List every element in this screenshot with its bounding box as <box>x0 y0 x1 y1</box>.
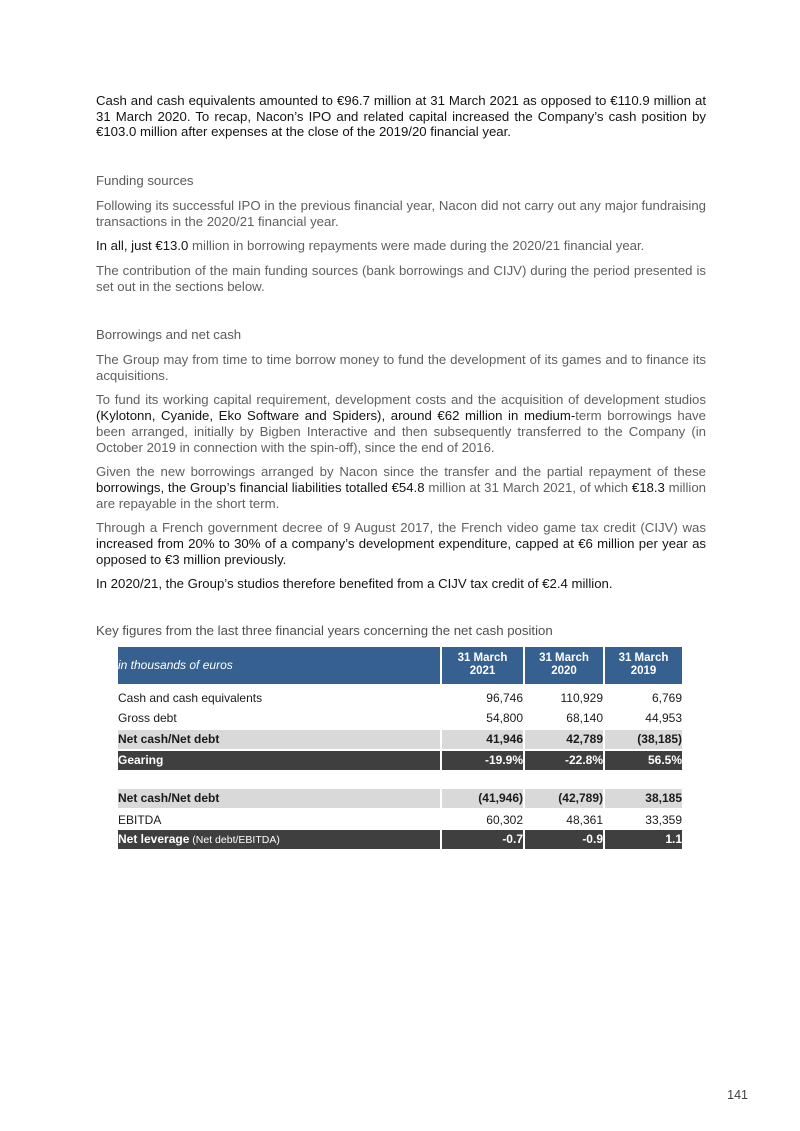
cell-value: -0.7 <box>441 830 524 849</box>
cell-value: 44,953 <box>604 708 682 729</box>
text-segment: Given the new borrowings arranged by Nacon since the transfer and the partial repayment of these <box>96 464 706 480</box>
paragraph-borrowing-repayments <box>96 238 706 254</box>
table-row-net-cash-net-debt <box>118 788 682 809</box>
cell-value: (42,789) <box>524 788 604 809</box>
text-segment: million at 31 March 2021, of which <box>424 479 632 495</box>
column-header-month: 31 March <box>539 651 589 664</box>
net-cash-table <box>118 647 682 770</box>
cell-value: -22.8% <box>524 750 604 770</box>
cell-value: 60,302 <box>441 809 524 830</box>
paragraph-funding-contribution: The contribution of the main funding sources (bank borrowings and CIJV) during the period presented is set out in the sections below. <box>96 262 706 294</box>
paragraph-working-capital <box>96 392 706 455</box>
paragraph-cash-equivalents: Cash and cash equivalents amounted to €96.7 million at 31 March 2021 as opposed to €110.9 million at 31 March 2020. To recap, Nacon’s IPO and related capital increased the Company’s cash position by €103.0 million after expenses at the close of the 2019/20 financial year. <box>96 93 706 140</box>
row-label: Cash and cash equivalents <box>118 686 441 708</box>
text-segment: Through a French government decree of 9 August 2017, the French video game tax credit (CIJV) was <box>96 520 706 536</box>
text-segment: million are repayable in the short term. <box>96 479 706 511</box>
row-label-note: (Net debt/EBITDA) <box>189 834 280 847</box>
cell-value: 38,185 <box>604 788 682 809</box>
column-header-year: 2021 <box>469 665 496 678</box>
document-content <box>96 93 706 849</box>
column-header-2021 <box>441 647 524 686</box>
cell-value: 48,361 <box>524 809 604 830</box>
row-label: Net cash/Net debt <box>118 729 441 750</box>
net-leverage-table <box>118 787 682 849</box>
column-header-month: 31 March <box>457 651 508 664</box>
text-segment: million in borrowing repayments were made during the 2020/21 financial year. <box>188 238 645 254</box>
text-segment: €18.3 <box>631 479 665 495</box>
table-row-gross-debt <box>118 708 682 729</box>
row-label-main: Net leverage <box>118 832 190 847</box>
paragraph-new-borrowings <box>96 464 706 511</box>
paragraph-cijv-decree <box>96 520 706 567</box>
column-header-year: 2020 <box>551 665 577 678</box>
table-row-net-leverage <box>118 830 682 849</box>
cell-value: (38,185) <box>604 729 682 750</box>
cell-value: 33,359 <box>604 809 682 830</box>
text-segment: increased from 20% to 30% of a company’s development expenditure, capped at €6 million per year as opposed to €3 million previously. <box>96 536 706 567</box>
text-segment: term borrowings have been arranged, initially by Bigben Interactive and then subsequently transferred to the Company (in October 2019 in connection with the spin-off), since the end of 2016. <box>96 408 706 455</box>
cell-value: 54,800 <box>441 708 524 729</box>
table-spacer <box>96 770 706 787</box>
table-unit-label: in thousands of euros <box>118 647 441 686</box>
section-heading-funding-sources: Funding sources <box>96 173 194 189</box>
row-label: EBITDA <box>118 809 441 830</box>
table-row-gearing <box>118 750 682 770</box>
paragraph-group-borrow: The Group may from time to time borrow money to fund the development of its games and to finance its acquisitions. <box>96 352 706 383</box>
column-header-month: 31 March <box>618 651 669 664</box>
cell-value: -19.9% <box>441 750 524 770</box>
row-label: Net cash/Net debt <box>118 788 441 809</box>
text-segment: To fund its working capital requirement, development costs and the acquisition of development studios <box>96 392 706 408</box>
column-header-year: 2019 <box>630 665 657 678</box>
cell-value: 1.1 <box>604 830 682 849</box>
cell-value: 110,929 <box>524 686 604 708</box>
table-row-cash-equivalents <box>118 686 682 708</box>
text-segment: (Kylotonn, Cyanide, Eko Software and Spiders), around €62 million in medium- <box>96 408 576 424</box>
cell-value: 56.5% <box>604 750 682 770</box>
row-label: Gross debt <box>118 708 441 729</box>
table-header-row <box>118 647 682 686</box>
table-caption-key-figures: Key figures from the last three financial years concerning the net cash position <box>96 623 553 639</box>
column-header-2020 <box>524 647 604 686</box>
paragraph-ipo-followup: Following its successful IPO in the previous financial year, Nacon did not carry out any major fundraising transactions in the 2020/21 financial year. <box>96 197 706 229</box>
text-segment: borrowings, the Group’s financial liabilities totalled €54.8 <box>96 479 425 495</box>
cell-value: 42,789 <box>524 729 604 750</box>
text-segment: In all, just €13.0 <box>96 238 189 254</box>
section-heading-borrowings-net-cash: Borrowings and net cash <box>96 327 242 343</box>
row-label <box>118 830 441 849</box>
cell-value: 6,769 <box>604 686 682 708</box>
cell-value: (41,946) <box>441 788 524 809</box>
cell-value: -0.9 <box>524 830 604 849</box>
row-label: Gearing <box>118 750 441 770</box>
column-header-2019 <box>604 647 682 686</box>
table-row-ebitda <box>118 809 682 830</box>
page-number: 141 <box>727 1088 748 1102</box>
cell-value: 41,946 <box>441 729 524 750</box>
cell-value: 68,140 <box>524 708 604 729</box>
paragraph-cijv-credit: In 2020/21, the Group’s studios therefore benefited from a CIJV tax credit of €2.4 million. <box>96 576 613 592</box>
cell-value: 96,746 <box>441 686 524 708</box>
table-row-net-cash-net-debt <box>118 729 682 750</box>
